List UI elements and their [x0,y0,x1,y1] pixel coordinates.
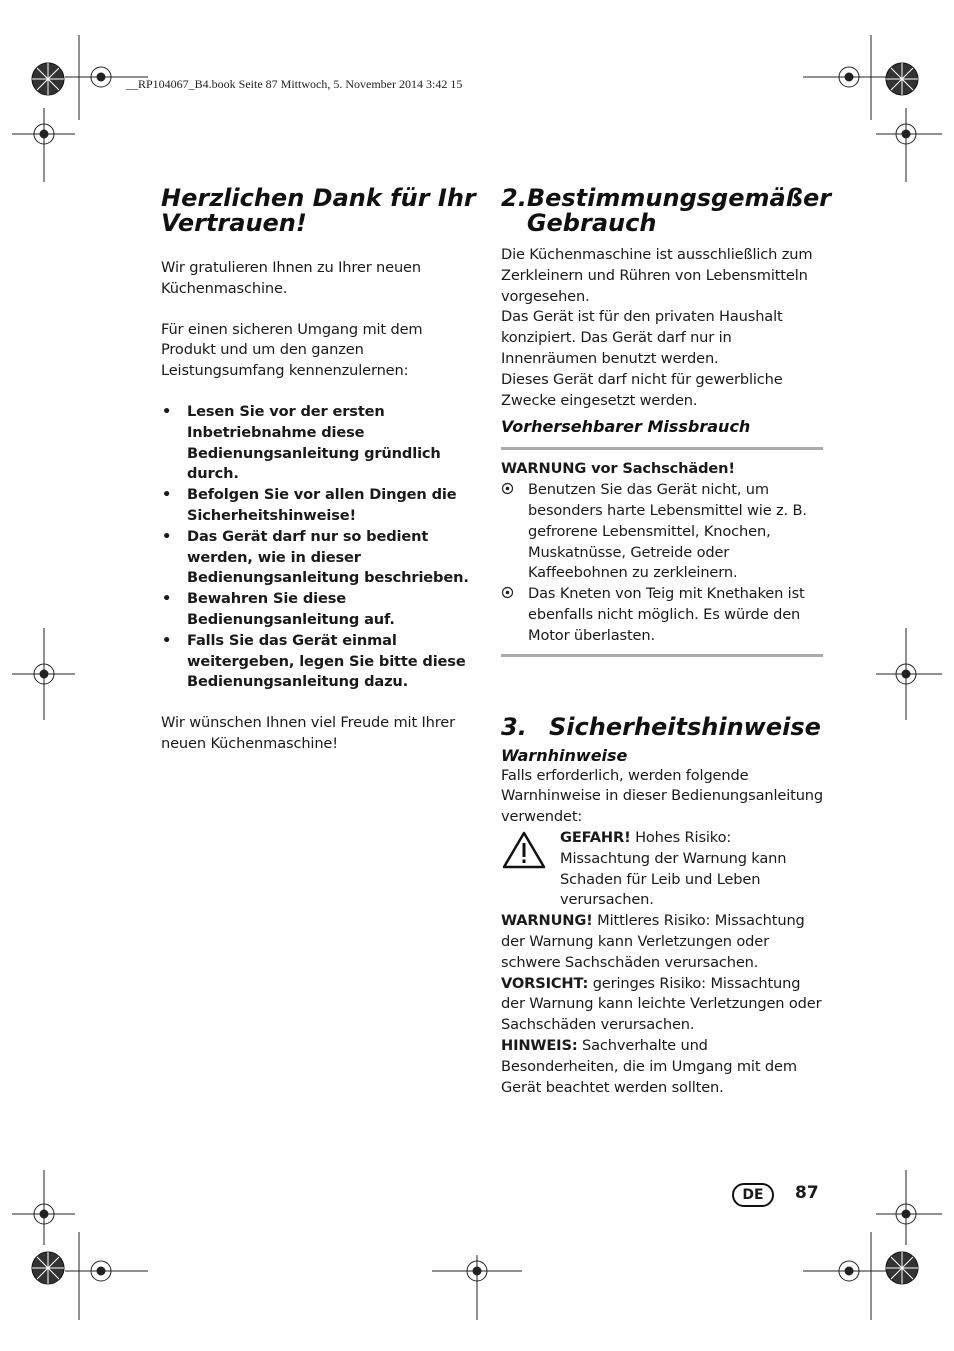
list-item: Das Kneten von Teig mit Knethaken ist ebenfalls nicht möglich. Es würde den Motor überlasten. [501,584,823,646]
section-2-title: Bestimmungsgemäßer Gebrauch [526,184,832,237]
page-number: 87 [795,1183,819,1203]
section-3-number: 3. [501,712,527,741]
list-item: • Falls Sie das Gerät einmal weitergeben, legen Sie bitte diese Bedienungsanleitung dazu. [162,631,466,691]
warning-triangle-icon [501,830,547,870]
list-item: • Befolgen Sie vor allen Dingen die Sicherheitshinweise! [162,486,457,524]
section-2-number: 2. [501,184,527,212]
danger-notice [501,828,823,911]
misuse-subheading: Vorhersehbarer Missbrauch [501,417,751,437]
thank-you-heading: Herzlichen Dank für Ihr Vertrauen! [161,184,476,237]
list-item: • Bewahren Sie diese Bedienungsanleitung auf. [162,590,395,628]
left-column [161,186,481,755]
intro-paragraph-1: Wir gratulieren Ihnen zu Ihrer neuen Küchenmaschine. [161,259,421,297]
language-badge: DE [732,1183,774,1207]
section-3-title: Sicherheitshinweise [549,712,821,741]
warnhinweise-intro: Falls erforderlich, werden folgende Warnhinweise in dieser Bedienungsanleitung verwendet: [501,766,824,826]
bullet-icon: • [162,402,172,420]
warnhinweise-subheading: Warnhinweise [501,745,628,765]
bullet-icon: • [162,527,172,545]
bullet-icon: • [162,590,172,608]
list-item: • Lesen Sie vor der ersten Inbetriebnahme diese Bedienungsanleitung gründlich durch. [162,402,441,483]
closing-paragraph: Wir wünschen Ihnen viel Freude mit Ihrer neuen Küchenmaschine! [161,714,455,752]
circled-dot-icon [501,482,514,495]
right-column [501,184,832,1098]
print-meta-line: __RP104067_B4.book Seite 87 Mittwoch, 5. November 2014 3:42 15 [126,77,463,91]
warning-title: WARNUNG vor Sachschäden! [501,460,735,478]
section-3-heading [501,712,823,741]
bullet-icon: • [162,631,172,649]
usage-paragraph-2: Das Gerät ist für den privaten Haushalt konzipiert. Das Gerät darf nur in Innenräumen benutzt werden. [501,308,783,367]
caution-level-text: VORSICHT: geringes Risiko: Missachtung der Warnung kann leichte Verletzungen oder Sachschäden verursachen. [501,974,822,1034]
misuse-warning-box [501,447,823,656]
note-level-text: HINWEIS: Sachverhalte und Besonderheiten, die im Umgang mit dem Gerät beachtet werden sollten. [501,1036,797,1096]
intro-paragraph-2: Für einen sicheren Umgang mit dem Produkt und um den ganzen Leistungsumfang kennenzulernen: [161,320,423,380]
warning-level-text: WARNUNG! Mittleres Risiko: Missachtung der Warnung kann Verletzungen oder schwere Sachschäden verursachen. [501,912,805,971]
usage-paragraph-1: Die Küchenmaschine ist ausschließlich zum Zerkleinern und Rühren von Lebensmitteln vorgesehen. [501,246,813,305]
circled-dot-icon [501,586,514,599]
list-item: • Das Gerät darf nur so bedient werden, wie in dieser Bedienungsanleitung beschrieben. [162,527,469,587]
list-item: Benutzen Sie das Gerät nicht, um besonders harte Lebensmittel wie z. B. gefrorene Lebensmittel, Knochen, Muskatnüsse, Getreide oder Kaffeebohnen zu zerkleinern. [501,480,823,584]
usage-paragraph-3: Dieses Gerät darf nicht für gewerbliche Zwecke eingesetzt werden. [501,370,783,409]
danger-text: GEFAHR! Hohes Risiko: Missachtung der Warnung kann Schaden für Leib und Leben verursachen. [560,828,787,909]
instruction-list [161,402,481,693]
misuse-list [501,480,823,646]
bullet-icon: • [162,486,172,504]
section-2-heading [501,184,832,237]
